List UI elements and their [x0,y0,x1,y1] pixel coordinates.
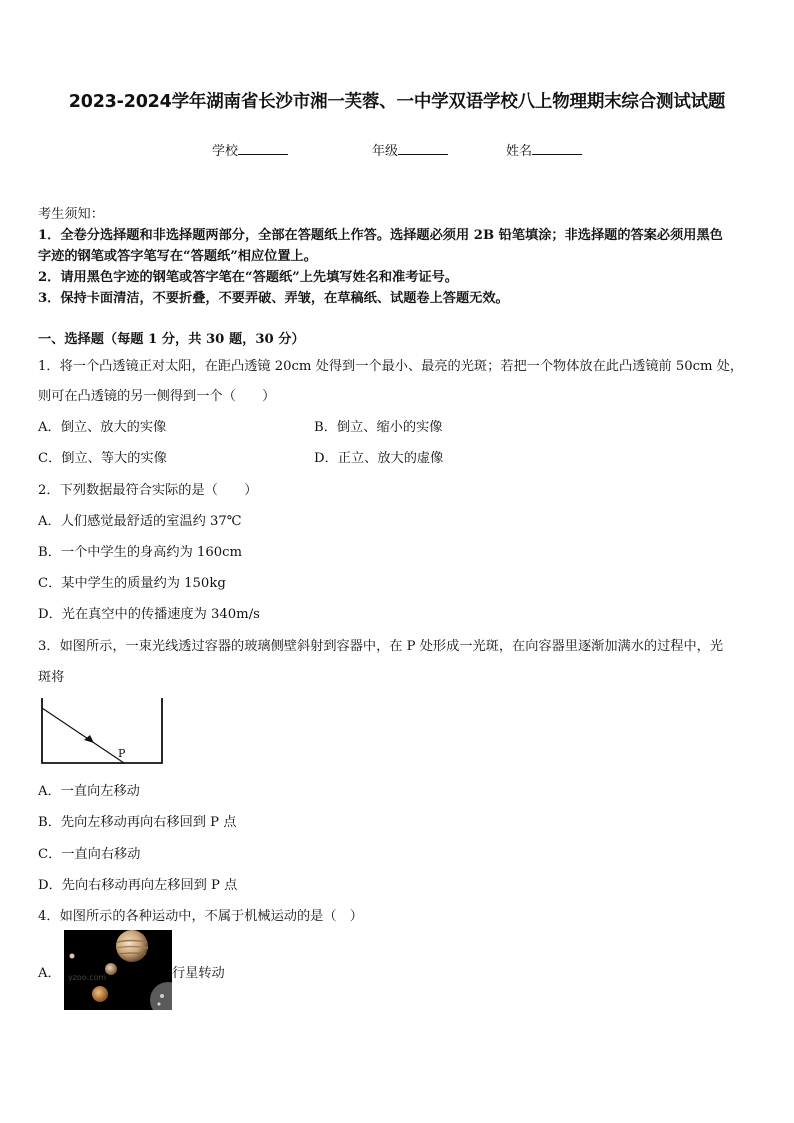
container-figure [38,695,170,773]
container-walls [42,698,162,763]
school-label: 学校 [212,144,239,159]
arrow-icon [84,735,94,743]
q1-option-a[interactable]: A．倒立、放大的实像 [38,420,167,435]
q2-stem: 2．下列数据最符合实际的是（ ） [38,483,258,498]
q1-stem-a: 1．将一个凸透镜正对太阳，在距凸透镜 20cm 处得到一个最小、最亮的光斑；若把一个物体放在此凸透镜前 50cm 处， [38,359,744,374]
q3-option-d[interactable]: D．先向右移动再向左移回到 P 点 [38,878,238,893]
container-diagram [38,695,170,769]
notice-line-1a: 1．全卷分选择题和非选择题两部分，全部在答题纸上作答。选择题必须用 2B 铅笔填涂；非选择题的答案必须用黑色 [38,228,723,243]
planets-photo [64,930,172,1010]
q3-stem-b: 斑将 [38,670,65,685]
grade-label: 年级 [372,144,399,159]
point-p-label: P [118,747,126,760]
section-heading: 一、选择题（每题 1 分，共 30 题，30 分） [38,332,305,347]
q2-option-a[interactable]: A．人们感觉最舒适的室温约 37℃ [38,514,242,529]
q1-option-c[interactable]: C．倒立、等大的实像 [38,451,167,466]
q3-option-c[interactable]: C．一直向右移动 [38,847,141,862]
page-title: 2023-2024学年湖南省长沙市湘一芙蓉、一中学双语学校八上物理期末综合测试试题 [68,92,726,112]
watermark: yzoo.com [68,973,107,982]
name-blank[interactable] [532,142,582,155]
moon-icon [70,954,75,959]
school-blank[interactable] [238,142,288,155]
moon-icon [105,963,117,975]
q3-option-a[interactable]: A．一直向左移动 [38,784,140,799]
q1-option-b[interactable]: B．倒立、缩小的实像 [314,420,443,435]
q2-option-c[interactable]: C．某中学生的质量约为 150kg [38,576,226,591]
q2-option-d[interactable]: D．光在真空中的传播速度为 340m/s [38,607,260,622]
light-ray [42,708,124,763]
q2-option-b[interactable]: B．一个中学生的身高约为 160cm [38,545,243,560]
notice-line-1b: 字迹的钢笔或答字笔写在“答题纸”相应位置上。 [38,249,317,264]
notice-heading: 考生须知： [38,207,104,222]
q4-option-a-text[interactable]: 行星转动 [172,966,225,981]
notice-line-2: 2．请用黑色字迹的钢笔或答字笔在“答题纸”上先填写姓名和准考证号。 [38,270,458,285]
notice-line-3: 3．保持卡面清洁，不要折叠，不要弄破、弄皱，在草稿纸、试题卷上答题无效。 [38,291,509,306]
school-field[interactable] [212,140,288,159]
q4-option-a-letter[interactable]: A． [38,966,61,981]
name-label: 姓名 [506,144,533,159]
q3-option-b[interactable]: B．先向左移动再向右移回到 P 点 [38,815,237,830]
q3-stem-a: 3．如图所示，一束光线透过容器的玻璃侧壁斜射到容器中，在 P 处形成一光斑，在向容器里逐渐加满水的过程中，光 [38,639,724,654]
q1-option-d[interactable]: D．正立、放大的虚像 [314,451,444,466]
name-field[interactable] [506,140,582,159]
grade-blank[interactable] [398,142,448,155]
planets-image [64,930,172,1010]
grade-field[interactable] [372,140,448,159]
q4-stem: 4．如图所示的各种运动中，不属于机械运动的是（ ） [38,909,363,924]
moon-icon [92,986,108,1002]
q1-stem-b: 则可在凸透镜的另一侧得到一个（ ） [38,389,276,404]
